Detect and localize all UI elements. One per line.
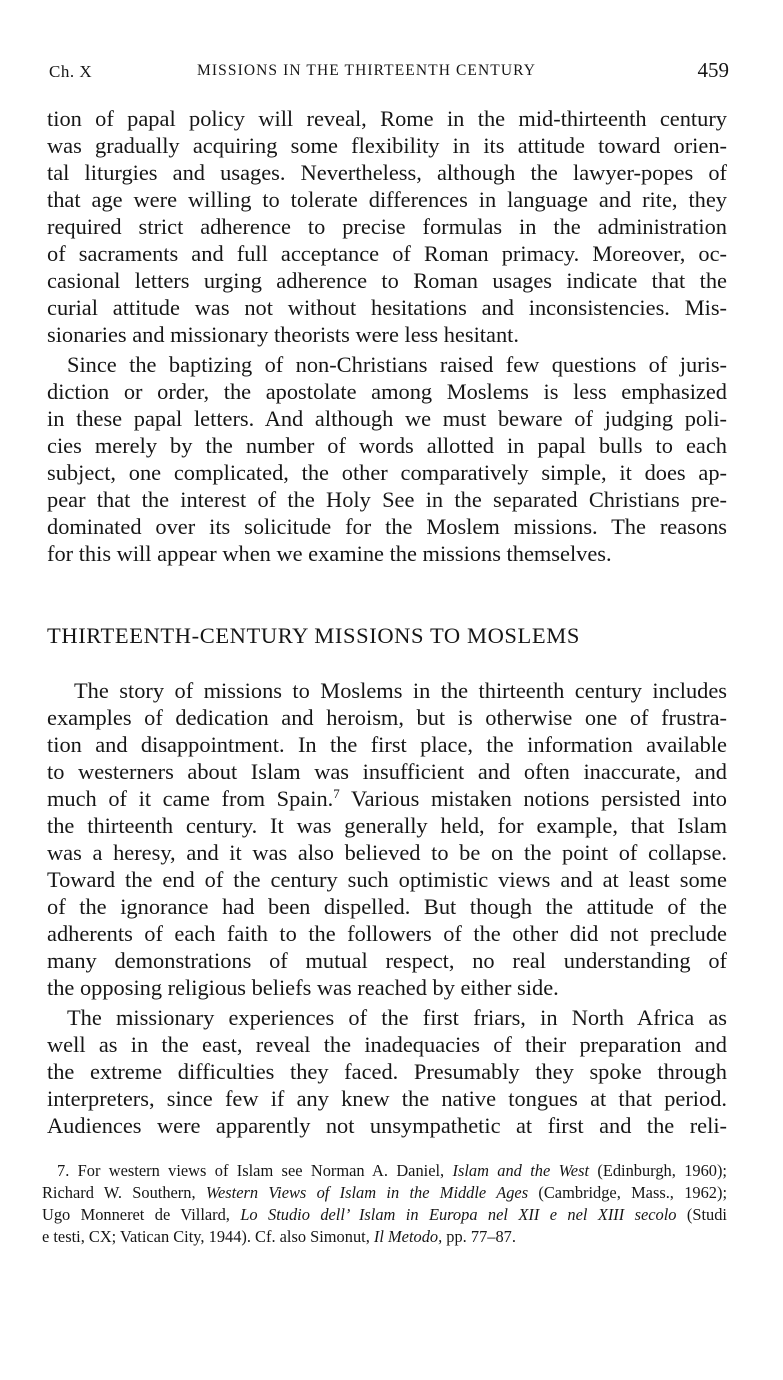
text-line: Toward the end of the century such optimistic views and at least some	[47, 867, 727, 892]
footnote-title: Islam and the West	[452, 1161, 589, 1180]
footnote-title: Lo Studio dell’ Islam in Europa nel XII e nel XIII secolo	[240, 1205, 677, 1224]
text-line: to westerners about Islam was insufficient and often inaccurate, and	[47, 759, 727, 784]
footnote-text: 7. For western views of Islam see Norman A. Daniel,	[57, 1161, 453, 1180]
text-line: the opposing religious beliefs was reached by either side.	[47, 975, 559, 1000]
text-line: The story of missions to Moslems in the thirteenth century includes	[74, 678, 727, 703]
text-line: tion of papal policy will reveal, Rome in the mid-thirteenth century	[47, 106, 727, 131]
text-line: diction or order, the apostolate among Moslems is less emphasized	[47, 379, 727, 404]
running-head	[49, 58, 729, 86]
text-line: was a heresy, and it was also believed to be on the point of collapse.	[47, 840, 727, 865]
text-line: of sacraments and full acceptance of Roman primacy. Moreover, oc-	[47, 241, 727, 266]
footnote-text: (Studi	[676, 1205, 727, 1224]
text-line: cies merely by the number of words allotted in papal bulls to each	[47, 433, 727, 458]
text-line: subject, one complicated, the other comparatively simple, it does ap-	[47, 460, 727, 485]
footnote-text: Richard W. Southern,	[42, 1183, 206, 1202]
footnote-text: (Edinburgh, 1960);	[589, 1161, 727, 1180]
text-line: examples of dedication and heroism, but is otherwise one of frustra-	[47, 705, 727, 730]
text-line	[47, 786, 727, 812]
footnote-text: e testi, CX; Vatican City, 1944). Cf. also Simonut,	[42, 1227, 374, 1246]
text-line: curial attitude was not without hesitations and inconsistencies. Mis-	[47, 295, 727, 320]
footnote-title: Western Views of Islam in the Middle Ages	[205, 1183, 529, 1202]
text-line: pear that the interest of the Holy See in the separated Christians pre-	[47, 487, 727, 512]
footnote-line	[42, 1226, 727, 1248]
text-line: well as in the east, reveal the inadequacies of their preparation and	[47, 1032, 727, 1057]
footnote-line	[42, 1182, 727, 1204]
section-heading: THIRTEENTH-CENTURY MISSIONS TO MOSLEMS	[47, 623, 580, 648]
text-line: tion and disappointment. In the first place, the information available	[47, 732, 727, 757]
text-line: tal liturgies and usages. Nevertheless, although the lawyer-popes of	[47, 160, 727, 185]
text-line: adherents of each faith to the followers of the other did not preclude	[47, 921, 727, 946]
text-line: The missionary experiences of the first friars, in North Africa as	[67, 1005, 727, 1030]
footnote-line	[42, 1204, 727, 1226]
text-line: in these papal letters. And although we must beware of judging poli-	[47, 406, 727, 431]
text-line: for this will appear when we examine the missions themselves.	[47, 541, 612, 566]
footnote-title: Il Metodo,	[373, 1227, 443, 1246]
running-title: MISSIONS IN THE THIRTEENTH CENTURY	[197, 62, 537, 79]
text-line: dominated over its solicitude for the Moslem missions. The reasons	[47, 514, 727, 539]
footnote-text: pp. 77–87.	[442, 1227, 516, 1246]
page-number: 459	[697, 58, 729, 82]
text-line: casional letters urging adherence to Roman usages indicate that the	[47, 268, 727, 293]
text-line: required strict adherence to precise formulas in the administration	[47, 214, 727, 239]
text-line: was gradually acquiring some flexibility in its attitude toward orien-	[47, 133, 727, 158]
text-segment: Various mistaken notions persisted into	[339, 786, 727, 811]
text-line: Audiences were apparently not unsympathetic at first and the reli-	[47, 1113, 727, 1138]
footnote-text: (Cambridge, Mass., 1962);	[528, 1183, 727, 1202]
text-line: the extreme difficulties they faced. Presumably they spoke through	[47, 1059, 727, 1084]
chapter-label: Ch. X	[49, 62, 93, 81]
text-line: that age were willing to tolerate differences in language and rite, they	[47, 187, 727, 212]
footnote-reference[interactable]: 7	[333, 786, 340, 801]
text-line: sionaries and missionary theorists were less hesitant.	[47, 322, 519, 347]
text-line: the thirteenth century. It was generally held, for example, that Islam	[47, 813, 727, 838]
text-line: Since the baptizing of non-Christians raised few questions of juris-	[67, 352, 727, 377]
text-segment: much of it came from Spain.	[47, 786, 334, 811]
footnote-text: Ugo Monneret de Villard,	[42, 1205, 241, 1224]
text-line: interpreters, since few if any knew the native tongues at that period.	[47, 1086, 727, 1111]
text-line: many demonstrations of mutual respect, no real understanding of	[47, 948, 727, 973]
footnote-line	[57, 1160, 727, 1182]
text-line: of the ignorance had been dispelled. But though the attitude of the	[47, 894, 727, 919]
